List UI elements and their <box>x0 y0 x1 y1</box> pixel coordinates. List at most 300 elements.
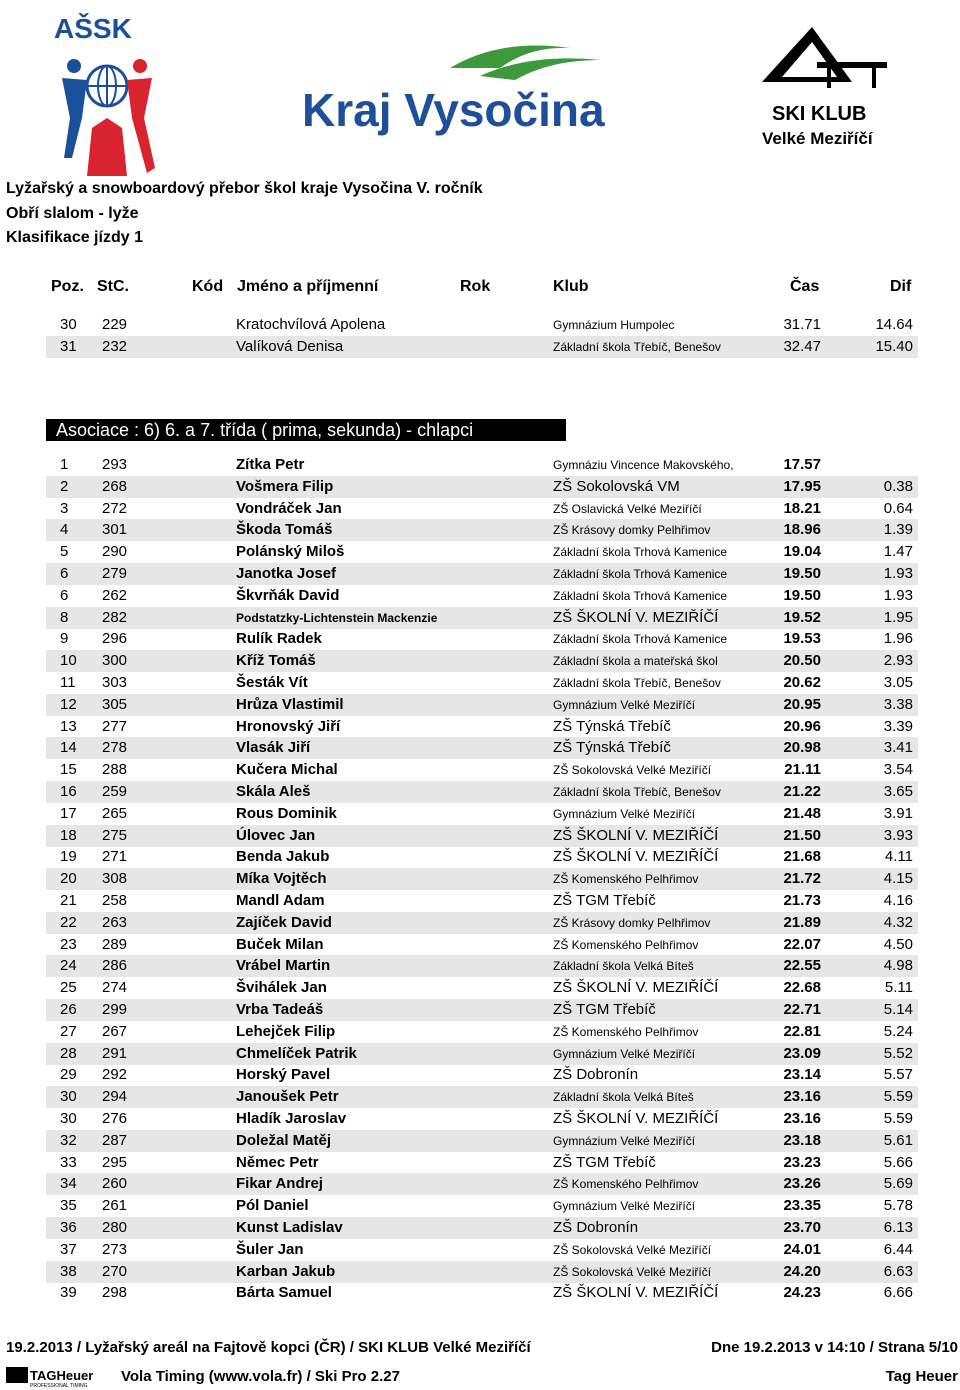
row-name: Míka Vojtěch <box>236 870 327 888</box>
tag-heuer-logo <box>6 1366 114 1388</box>
row-club: ZŠ TGM Třebíč <box>553 1153 656 1171</box>
row-position: 15 <box>60 761 77 779</box>
row-difference: 4.32 <box>883 913 913 931</box>
row-difference: 6.13 <box>883 1219 913 1236</box>
row-time: 21.68 <box>783 848 821 866</box>
row-club: ZŠ Komenského Pelhřimov <box>553 872 699 887</box>
row-position: 2 <box>60 477 69 495</box>
row-start-number: 292 <box>102 1066 128 1084</box>
row-club: ZŠ Oslavická Velké Meziříčí <box>553 501 702 516</box>
row-position: 31 <box>60 337 77 355</box>
row-club: ZŠ ŠKOLNÍ V. MEZIŘÍČÍ <box>553 1110 719 1127</box>
row-club: ZŠ TGM Třebíč <box>553 1001 656 1018</box>
row-club: Základní škola a mateřská škol <box>553 654 718 669</box>
table-row <box>46 563 918 585</box>
row-start-number: 267 <box>102 1022 128 1040</box>
row-time: 22.71 <box>783 1001 821 1018</box>
row-start-number: 299 <box>102 1001 128 1018</box>
row-start-number: 288 <box>102 761 128 779</box>
row-position: 12 <box>60 695 77 713</box>
table-row <box>46 955 918 977</box>
row-position: 17 <box>60 804 77 822</box>
table-row <box>46 781 918 803</box>
row-club: ZŠ Sokolovská VM <box>553 477 680 495</box>
row-time: 19.52 <box>783 608 821 626</box>
row-difference: 3.05 <box>883 674 913 691</box>
row-difference: 3.39 <box>883 717 913 735</box>
table-row <box>46 1239 918 1261</box>
row-club: ZŠ Týnská Třebíč <box>553 739 671 757</box>
row-name: Němec Petr <box>236 1153 319 1171</box>
row-time: 22.07 <box>783 935 821 953</box>
row-difference: 5.14 <box>883 1001 913 1018</box>
row-club: Základní škola Trhová Kamenice <box>553 632 728 647</box>
row-name: Karban Jakub <box>236 1262 336 1280</box>
col-club: Klub <box>553 278 589 295</box>
table-row <box>46 912 918 934</box>
footer-right: Dne 19.2.2013 v 14:10 / Strana 5/10 <box>711 1339 958 1356</box>
row-start-number: 271 <box>102 848 128 866</box>
row-position: 38 <box>60 1262 77 1280</box>
row-time: 22.81 <box>783 1022 821 1040</box>
row-time: 19.04 <box>783 543 821 561</box>
row-name: Horský Pavel <box>236 1066 331 1084</box>
row-time: 22.55 <box>783 957 821 975</box>
row-start-number: 274 <box>102 979 128 997</box>
row-name: Zítka Petr <box>236 456 305 473</box>
row-name: Lehejček Filip <box>236 1022 336 1040</box>
row-name: Vlasák Jiří <box>236 739 311 757</box>
row-difference: 5.59 <box>883 1088 913 1106</box>
row-name: Šesták Vít <box>236 674 308 691</box>
row-difference: 5.59 <box>883 1110 913 1127</box>
row-name: Hronovský Jiří <box>236 717 341 735</box>
row-difference: 0.64 <box>883 499 913 517</box>
row-name: Švihálek Jan <box>236 979 327 997</box>
row-difference: 6.63 <box>883 1262 913 1280</box>
event-title: Lyžařský a snowboardový přebor škol kraje Vysočina V. ročník <box>6 180 483 197</box>
row-time: 23.26 <box>783 1175 821 1193</box>
assk-logo-text: AŠSK <box>54 13 132 44</box>
row-position: 36 <box>60 1219 77 1236</box>
row-position: 5 <box>60 543 69 561</box>
table-row <box>46 454 918 476</box>
row-name: Mandl Adam <box>236 892 325 909</box>
row-position: 28 <box>60 1044 77 1062</box>
row-difference: 2.93 <box>883 652 913 670</box>
table-row <box>46 1173 918 1195</box>
row-club: ZŠ ŠKOLNÍ V. MEZIŘÍČÍ <box>553 826 719 844</box>
row-name: Fikar Andrej <box>236 1175 323 1193</box>
col-kod: Kód <box>192 278 224 295</box>
row-difference: 1.39 <box>883 521 913 539</box>
row-club: Gymnázium Velké Meziříčí <box>553 806 696 821</box>
row-position: 27 <box>60 1022 77 1040</box>
row-name: Janotka Josef <box>236 565 337 582</box>
row-difference: 4.98 <box>883 957 913 975</box>
row-club: Základní škola Třebíč, Benešov <box>553 785 721 799</box>
category-header: Asociace : 6) 6. a 7. třída ( prima, sekunda) - chlapci <box>46 419 566 441</box>
row-club: ZŠ Sokolovská Velké Meziříčí <box>553 1264 712 1279</box>
row-start-number: 279 <box>102 565 128 582</box>
row-club: Gymnázium Velké Meziříčí <box>553 697 696 712</box>
row-name: Chmelíček Patrik <box>236 1044 357 1062</box>
row-time: 18.21 <box>783 499 821 517</box>
footer-left: 19.2.2013 / Lyžařský areál na Fajtově kopci (ČR) / SKI KLUB Velké Meziříčí <box>6 1339 531 1356</box>
row-difference: 3.41 <box>883 739 913 757</box>
row-start-number: 259 <box>102 783 128 800</box>
row-position: 20 <box>60 870 77 888</box>
row-name: Zajíček David <box>236 913 332 931</box>
row-position: 4 <box>60 521 69 539</box>
ski-logo-line2: Velké Meziříčí <box>762 129 873 148</box>
row-name: Rous Dominik <box>236 804 337 822</box>
row-time: 21.72 <box>783 870 821 888</box>
row-name: Kunst Ladislav <box>236 1219 343 1236</box>
table-row <box>46 1195 918 1217</box>
table-row <box>46 977 918 999</box>
row-name: Vošmera Filip <box>236 477 334 495</box>
row-position: 24 <box>60 957 77 975</box>
row-name: Vrábel Martin <box>236 957 331 975</box>
row-name: Doležal Matěj <box>236 1131 332 1149</box>
classification-title: Klasifikace jízdy 1 <box>6 229 143 246</box>
row-difference: 3.93 <box>883 826 913 844</box>
row-difference: 6.66 <box>883 1284 913 1302</box>
row-position: 3 <box>60 499 69 517</box>
row-name: Kučera Michal <box>236 761 338 779</box>
row-difference: 5.66 <box>883 1153 913 1171</box>
row-start-number: 275 <box>102 826 128 844</box>
table-row <box>46 694 918 716</box>
row-difference: 5.61 <box>883 1131 913 1149</box>
row-position: 37 <box>60 1240 77 1258</box>
ski-logo-line1: SKI KLUB <box>772 103 867 125</box>
row-difference: 1.93 <box>883 565 913 582</box>
row-time: 18.96 <box>783 521 821 539</box>
row-difference: 4.11 <box>884 848 913 866</box>
row-time: 24.23 <box>783 1284 821 1302</box>
row-time: 20.50 <box>783 652 821 670</box>
footer-brand: Tag Heuer <box>885 1368 958 1385</box>
row-start-number: 295 <box>102 1153 128 1171</box>
row-position: 25 <box>60 979 77 997</box>
row-start-number: 261 <box>102 1197 128 1215</box>
row-start-number: 301 <box>102 521 128 539</box>
row-time: 23.09 <box>783 1044 821 1062</box>
row-time: 23.35 <box>783 1197 821 1215</box>
kraj-vysocina-logo <box>300 38 610 138</box>
row-position: 33 <box>60 1153 77 1171</box>
row-time: 24.01 <box>783 1240 821 1258</box>
row-club: ZŠ ŠKOLNÍ V. MEZIŘÍČÍ <box>553 608 719 626</box>
row-start-number: 298 <box>102 1284 128 1302</box>
row-club: ZŠ Sokolovská Velké Meziříčí <box>553 1242 712 1257</box>
row-time: 32.47 <box>783 337 821 355</box>
row-difference: 5.24 <box>883 1022 913 1040</box>
row-start-number: 258 <box>102 892 128 909</box>
row-difference: 4.15 <box>883 870 913 888</box>
table-row <box>46 541 918 563</box>
row-name: Úlovec Jan <box>236 826 316 844</box>
row-difference: 1.47 <box>883 543 913 561</box>
table-row <box>46 1021 918 1043</box>
row-time: 20.95 <box>783 695 821 713</box>
row-name: Hrůza Vlastimil <box>236 695 344 713</box>
row-club: Základní škola Třebíč, Benešov <box>553 676 721 690</box>
table-row <box>46 314 918 336</box>
table-row <box>46 759 918 781</box>
column-header <box>0 278 960 300</box>
row-club: Základní škola Trhová Kamenice <box>553 545 728 560</box>
table-row <box>46 1064 918 1086</box>
table-row <box>46 999 918 1021</box>
row-position: 32 <box>60 1131 77 1149</box>
row-time: 24.20 <box>783 1262 821 1280</box>
row-position: 13 <box>60 717 77 735</box>
row-difference: 6.44 <box>883 1240 913 1258</box>
row-club: Gymnázium Velké Meziříčí <box>553 1133 696 1148</box>
table-row <box>46 1282 918 1304</box>
row-club: Gymnázium Velké Meziříčí <box>553 1046 696 1061</box>
row-start-number: 287 <box>102 1131 128 1149</box>
row-name: Podstatzky-Lichtenstein Mackenzie <box>236 610 438 625</box>
row-position: 14 <box>60 739 77 757</box>
row-start-number: 282 <box>102 608 128 626</box>
row-position: 8 <box>60 608 69 626</box>
table-row <box>46 607 918 629</box>
tag-logo-text: TAGHeuer <box>30 1368 94 1383</box>
row-time: 17.57 <box>783 456 821 473</box>
footer-timing: Vola Timing (www.vola.fr) / Ski Pro 2.27 <box>121 1368 400 1385</box>
row-time: 22.68 <box>783 979 821 997</box>
row-position: 9 <box>60 630 69 648</box>
row-difference: 0.38 <box>883 477 913 495</box>
ski-klub-logo <box>752 22 902 152</box>
row-start-number: 305 <box>102 695 128 713</box>
row-club: ZŠ ŠKOLNÍ V. MEZIŘÍČÍ <box>553 979 719 997</box>
row-time: 21.11 <box>784 761 821 779</box>
row-start-number: 272 <box>102 499 128 517</box>
row-position: 29 <box>60 1066 77 1084</box>
row-time: 21.22 <box>783 783 821 800</box>
row-position: 21 <box>60 892 77 909</box>
table-row <box>46 336 918 358</box>
table-row <box>46 737 918 759</box>
table-row <box>46 1043 918 1065</box>
row-difference: 4.50 <box>883 935 913 953</box>
row-position: 18 <box>60 826 77 844</box>
table-row <box>46 868 918 890</box>
row-position: 19 <box>60 848 77 866</box>
row-position: 26 <box>60 1001 77 1018</box>
row-time: 19.53 <box>783 630 821 648</box>
row-difference: 5.69 <box>883 1175 913 1193</box>
table-row <box>46 585 918 607</box>
row-position: 23 <box>60 935 77 953</box>
row-name: Šuler Jan <box>236 1240 304 1258</box>
row-club: Gymnáziu Vincence Makovského, <box>553 458 734 472</box>
row-start-number: 270 <box>102 1262 128 1280</box>
row-club: ZŠ TGM Třebíč <box>553 892 656 909</box>
row-club: Gymnázium Velké Meziříčí <box>553 1199 696 1214</box>
row-name: Vondráček Jan <box>236 499 342 517</box>
col-time: Čas <box>790 278 820 295</box>
row-position: 35 <box>60 1197 77 1215</box>
row-time: 21.48 <box>783 804 821 822</box>
row-club: Gymnázium Humpolec <box>553 318 675 332</box>
row-name: Pól Daniel <box>236 1197 309 1215</box>
row-start-number: 265 <box>102 804 128 822</box>
row-time: 23.18 <box>783 1131 821 1149</box>
row-club: ZŠ Krásovy domky Pelhřimov <box>553 915 711 930</box>
table-row <box>46 1108 918 1130</box>
row-position: 30 <box>60 1088 77 1106</box>
row-time: 20.62 <box>783 674 821 691</box>
col-rok: Rok <box>460 278 491 295</box>
row-difference: 3.54 <box>883 761 913 779</box>
table-row <box>46 846 918 868</box>
col-pos: Poz. <box>51 278 84 295</box>
row-club: Základní škola Velká Bíteš <box>553 959 694 974</box>
row-difference: 3.91 <box>883 804 913 822</box>
row-name: Janoušek Petr <box>236 1088 339 1106</box>
row-position: 10 <box>60 652 77 670</box>
row-position: 22 <box>60 913 77 931</box>
row-name: Skála Aleš <box>236 783 311 800</box>
row-position: 1 <box>60 456 69 473</box>
row-start-number: 308 <box>102 870 128 888</box>
table-row <box>46 934 918 956</box>
row-club: ZŠ Krásovy domky Pelhřimov <box>553 523 711 538</box>
table-row <box>46 1217 918 1239</box>
table-row <box>46 825 918 847</box>
table-row <box>46 519 918 541</box>
row-club: ZŠ Komenského Pelhřimov <box>553 937 699 952</box>
row-position: 6 <box>60 586 69 604</box>
row-start-number: 290 <box>102 543 128 561</box>
row-position: 6 <box>60 565 69 582</box>
row-start-number: 232 <box>102 337 128 355</box>
row-difference: 5.78 <box>883 1197 913 1215</box>
row-club: ZŠ Dobronín <box>553 1066 639 1084</box>
table-row <box>46 498 918 520</box>
row-time: 23.16 <box>783 1110 821 1127</box>
row-name: Hladík Jaroslav <box>236 1110 347 1127</box>
row-time: 19.50 <box>783 586 821 604</box>
tag-logo-subtext: PROFESSIONAL TIMING <box>30 1383 88 1388</box>
row-time: 17.95 <box>783 477 821 495</box>
row-name: Bárta Samuel <box>236 1284 332 1302</box>
row-position: 30 <box>60 1110 77 1127</box>
row-start-number: 303 <box>102 674 128 691</box>
row-start-number: 289 <box>102 935 128 953</box>
row-name: Polánský Miloš <box>236 543 345 561</box>
row-name: Valíková Denisa <box>236 337 344 355</box>
discipline-title: Obří slalom - lyže <box>6 205 139 222</box>
row-name: Buček Milan <box>236 935 324 953</box>
row-start-number: 262 <box>102 586 128 604</box>
row-start-number: 300 <box>102 652 128 670</box>
row-start-number: 280 <box>102 1219 128 1236</box>
row-club: Základní škola Trhová Kamenice <box>553 588 728 603</box>
row-club: ZŠ Dobronín <box>553 1219 639 1236</box>
table-row <box>46 890 918 912</box>
col-name: Jméno a příjmenní <box>237 278 379 295</box>
table-row <box>46 803 918 825</box>
table-row <box>46 1130 918 1152</box>
row-name: Kříž Tomáš <box>236 652 316 670</box>
row-club: ZŠ ŠKOLNÍ V. MEZIŘÍČÍ <box>553 848 719 866</box>
row-difference: 1.95 <box>883 608 913 626</box>
table-row <box>46 628 918 650</box>
row-start-number: 268 <box>102 477 128 495</box>
table-row <box>46 716 918 738</box>
row-position: 34 <box>60 1175 77 1193</box>
table-row <box>46 1152 918 1174</box>
row-difference: 5.11 <box>884 979 913 997</box>
table-row <box>46 476 918 498</box>
row-start-number: 277 <box>102 717 128 735</box>
row-position: 30 <box>60 316 77 333</box>
row-club: ZŠ Týnská Třebíč <box>553 717 671 735</box>
row-club: Základní škola Velká Bíteš <box>553 1090 694 1105</box>
row-club: Základní škola Třebíč, Benešov <box>553 339 721 354</box>
row-name: Vrba Tadeáš <box>236 1001 324 1018</box>
row-time: 23.70 <box>783 1219 821 1236</box>
table-row <box>46 1261 918 1283</box>
row-start-number: 278 <box>102 739 128 757</box>
row-club: ZŠ Sokolovská Velké Meziříčí <box>553 763 712 778</box>
row-time: 23.14 <box>783 1066 821 1084</box>
row-name: Rulík Radek <box>236 630 322 648</box>
row-time: 21.89 <box>783 913 821 931</box>
row-time: 23.23 <box>783 1153 821 1171</box>
row-start-number: 276 <box>102 1110 128 1127</box>
row-time: 23.16 <box>783 1088 821 1106</box>
row-club: ZŠ ŠKOLNÍ V. MEZIŘÍČÍ <box>553 1284 719 1302</box>
row-difference: 14.64 <box>875 316 913 333</box>
row-club: ZŠ Komenského Pelhřimov <box>553 1024 699 1039</box>
row-time: 20.98 <box>783 739 821 757</box>
row-start-number: 294 <box>102 1088 128 1106</box>
row-name: Škoda Tomáš <box>236 521 333 539</box>
row-position: 39 <box>60 1284 77 1302</box>
table-row <box>46 1086 918 1108</box>
row-club: Základní škola Trhová Kamenice <box>553 567 728 581</box>
assk-logo <box>52 8 162 176</box>
row-time: 20.96 <box>783 717 821 735</box>
row-name: Benda Jakub <box>236 848 330 866</box>
row-start-number: 263 <box>102 913 128 931</box>
row-start-number: 291 <box>102 1044 128 1062</box>
row-start-number: 296 <box>102 630 128 648</box>
row-time: 21.50 <box>783 826 821 844</box>
row-club: ZŠ Komenského Pelhřimov <box>553 1177 699 1192</box>
col-dif: Dif <box>890 278 912 295</box>
row-difference: 4.16 <box>883 892 913 909</box>
row-name: Kratochvílová Apolena <box>236 316 386 333</box>
row-start-number: 293 <box>102 456 128 473</box>
row-time: 31.71 <box>783 316 821 333</box>
row-difference: 3.38 <box>883 695 913 713</box>
row-position: 16 <box>60 783 77 800</box>
table-row <box>46 672 918 694</box>
row-time: 19.50 <box>783 565 821 582</box>
row-difference: 5.57 <box>883 1066 913 1084</box>
row-difference: 15.40 <box>875 337 913 355</box>
table-row <box>46 650 918 672</box>
